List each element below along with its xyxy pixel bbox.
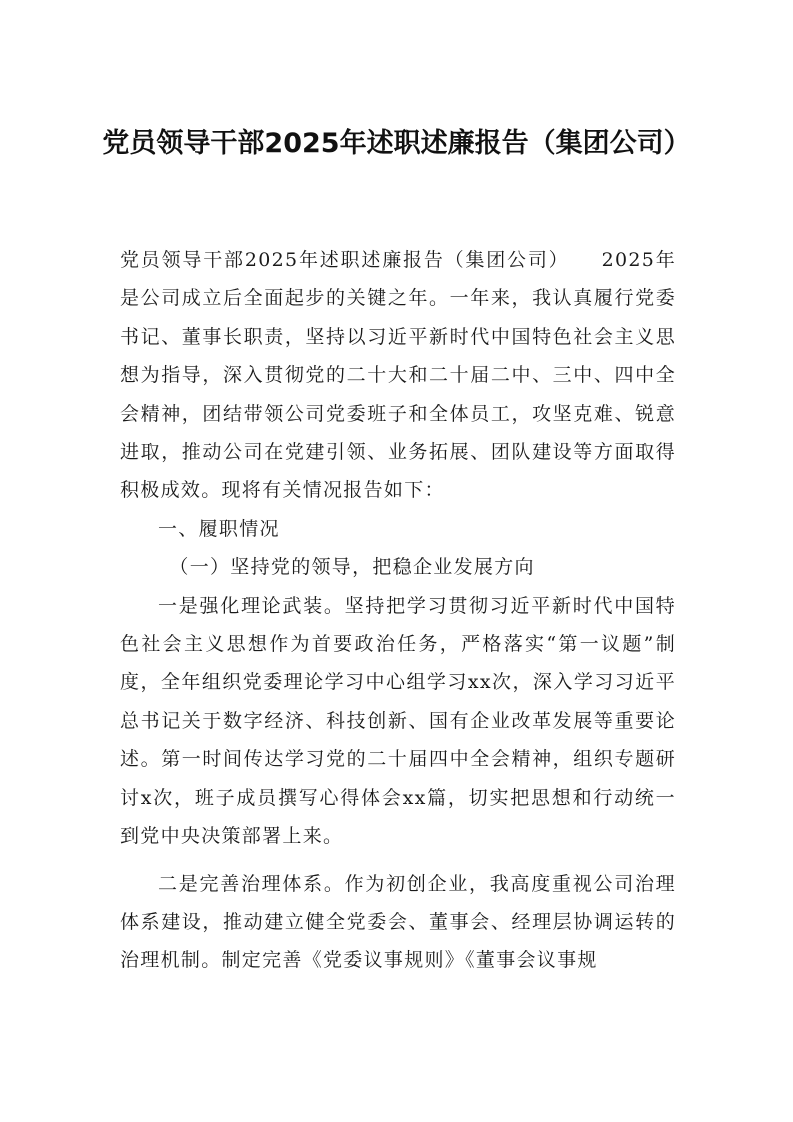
subsection-heading: （一）坚持党的领导，把稳企业发展方向 <box>169 556 535 579</box>
intro-paragraph: 党员领导干部2025年述职述廉报告（集团公司） 2025年是公司成立后全面起步的关键之年。一年来，我认真履行党委书记、董事长职责，坚持以习近平新时代中国特色社会主义思想为指导，深入贯彻党的二十大和二十届二中、三中、四中全会精神，团结带领公司党委班子和全体员工，攻坚克难、锐意进取，推动公司在党建引领、业务拓展、团队建设等方面取得积极成效。现将有关情况报告如下： <box>120 249 676 502</box>
body-paragraph: 一是强化理论武装。坚持把学习贯彻习近平新时代中国特色社会主义思想作为首要政治任务，严格落实“第一议题”制度，全年组织党委理论学习中心组学习xx次，深入学习习近平总书记关于数字经济、科技创新、国有企业改革发展等重要论述。第一时间传达学习党的二十届四中全会精神，组织专题研讨x次，班子成员撰写心得体会xx篇，切实把思想和行动统一到党中央决策部署上来。 <box>120 594 676 848</box>
document-title: 党员领导干部2025年述职述廉报告（集团公司） <box>102 128 691 159</box>
body-paragraph: 二是完善治理体系。作为初创企业，我高度重视公司治理体系建设，推动建立健全党委会、董事会、经理层协调运转的治理机制。制定完善《党委议事规则》《董事会议事规 <box>120 872 676 972</box>
document-body <box>120 241 676 980</box>
section-heading: 一、履职情况 <box>158 517 280 540</box>
